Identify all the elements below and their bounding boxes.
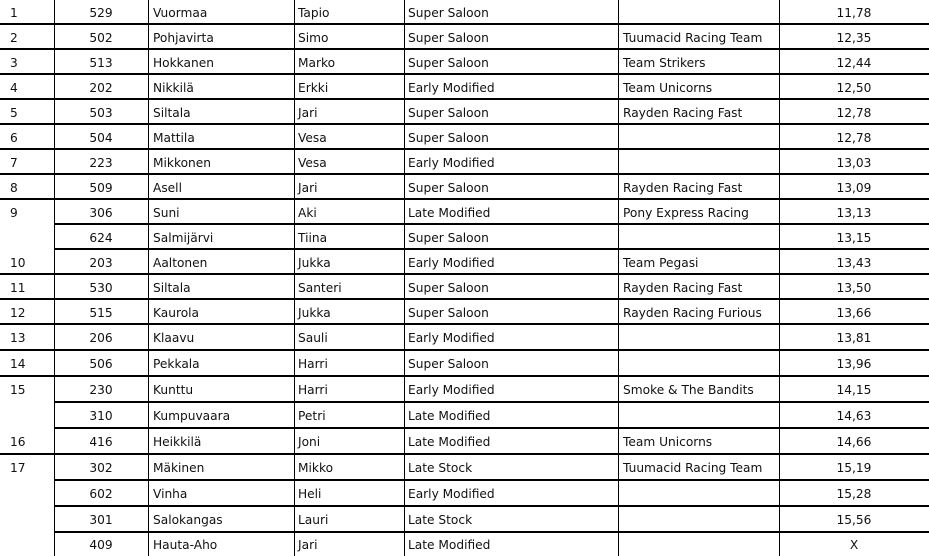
time-cell: 12,44 (836, 55, 872, 70)
first-name-cell: Sauli (298, 331, 328, 345)
team-cell: Team Pegasi (623, 255, 699, 270)
time-cell: 14,15 (836, 383, 872, 397)
position-cell (0, 225, 54, 250)
time-cell: 13,96 (836, 357, 872, 371)
class-cell: Late Modified (408, 205, 491, 220)
surname-cell: Mäkinen (153, 461, 205, 475)
table-row (0, 403, 929, 429)
table-row (0, 75, 929, 100)
first-name-cell: Marko (298, 55, 336, 70)
class-cell: Super Saloon (408, 280, 489, 295)
team-cell (618, 0, 779, 25)
first-name-cell: Petri (298, 409, 326, 423)
car-number-cell: 513 (89, 55, 113, 70)
table-row (0, 0, 929, 25)
class-cell: Early Modified (408, 331, 495, 345)
surname-cell: Nikkilä (153, 80, 194, 95)
position-cell: 14 (10, 357, 26, 371)
team-cell: Rayden Racing Fast (623, 105, 743, 120)
team-cell: Rayden Racing Fast (623, 280, 743, 295)
surname-cell: Hauta-Aho (153, 537, 218, 552)
car-number-cell: 515 (89, 305, 113, 320)
table-row (0, 351, 929, 377)
team-cell (618, 351, 779, 377)
time-cell: 13,66 (836, 305, 872, 320)
position-cell (0, 481, 54, 507)
time-cell: 13,09 (836, 180, 872, 195)
column-divider (294, 0, 295, 556)
class-cell: Late Modified (408, 409, 491, 423)
surname-cell: Salmijärvi (153, 230, 214, 245)
surname-cell: Vinha (153, 487, 188, 501)
first-name-cell: Simo (298, 30, 329, 45)
column-divider (618, 0, 619, 556)
position-cell (0, 507, 54, 533)
surname-cell: Asell (153, 180, 182, 195)
class-cell: Super Saloon (408, 130, 489, 145)
table-row (0, 377, 929, 403)
class-cell: Late Modified (408, 435, 491, 449)
table-row (0, 300, 929, 325)
table-row (0, 250, 929, 275)
time-cell: 11,78 (836, 5, 872, 20)
first-name-cell: Lauri (298, 513, 329, 527)
class-cell: Super Saloon (408, 357, 489, 371)
team-cell: Team Unicorns (623, 435, 713, 449)
table-row (0, 25, 929, 50)
table-row (0, 275, 929, 300)
position-cell: 10 (10, 255, 26, 270)
time-cell: 15,19 (836, 461, 872, 475)
position-cell (0, 403, 54, 429)
position-cell: 4 (10, 80, 18, 95)
position-cell: 12 (10, 305, 26, 320)
class-cell: Super Saloon (408, 5, 489, 20)
team-cell: Rayden Racing Fast (623, 180, 743, 195)
time-cell: 13,15 (836, 230, 872, 245)
position-cell (0, 533, 54, 556)
car-number-cell: 202 (89, 80, 113, 95)
first-name-cell: Jari (298, 180, 318, 195)
table-row (0, 429, 929, 455)
surname-cell: Salokangas (153, 513, 223, 527)
car-number-cell: 503 (89, 105, 113, 120)
first-name-cell: Jari (298, 105, 318, 120)
table-row (0, 225, 929, 250)
position-cell: 16 (10, 435, 26, 449)
position-cell: 11 (10, 280, 26, 295)
surname-cell: Mattila (153, 130, 195, 145)
team-cell (618, 507, 779, 533)
class-cell: Late Stock (408, 513, 473, 527)
car-number-cell: 529 (89, 5, 113, 20)
team-cell: Smoke & The Bandits (623, 383, 754, 397)
first-name-cell: Jukka (298, 255, 331, 270)
first-name-cell: Jukka (298, 305, 331, 320)
first-name-cell: Harri (298, 357, 328, 371)
time-cell: 13,13 (836, 205, 872, 220)
time-cell: 13,03 (836, 155, 872, 170)
class-cell: Super Saloon (408, 105, 489, 120)
position-cell: 6 (10, 130, 18, 145)
table-row (0, 50, 929, 75)
class-cell: Super Saloon (408, 180, 489, 195)
car-number-cell: 301 (89, 513, 113, 527)
position-cell: 1 (10, 5, 18, 20)
time-cell: X (849, 537, 859, 552)
column-divider (54, 0, 55, 556)
class-cell: Early Modified (408, 80, 495, 95)
time-cell: 12,78 (836, 105, 872, 120)
team-cell (618, 225, 779, 250)
class-cell: Super Saloon (408, 55, 489, 70)
class-cell: Super Saloon (408, 305, 489, 320)
first-name-cell: Tapio (298, 5, 330, 20)
car-number-cell: 206 (89, 331, 113, 345)
team-cell: Tuumacid Racing Team (623, 461, 763, 475)
first-name-cell: Vesa (298, 155, 327, 170)
car-number-cell: 509 (89, 180, 113, 195)
car-number-cell: 416 (89, 435, 113, 449)
column-divider (779, 0, 780, 556)
team-cell (618, 403, 779, 429)
first-name-cell: Harri (298, 383, 328, 397)
team-cell: Rayden Racing Furious (623, 305, 762, 320)
time-cell: 12,35 (836, 30, 872, 45)
table-row (0, 175, 929, 200)
table-row (0, 200, 929, 225)
surname-cell: Heikkilä (153, 435, 202, 449)
class-cell: Super Saloon (408, 30, 489, 45)
time-cell: 13,50 (836, 280, 872, 295)
position-cell: 5 (10, 105, 18, 120)
table-row (0, 100, 929, 125)
team-cell: Team Strikers (623, 55, 706, 70)
surname-cell: Siltala (153, 280, 191, 295)
first-name-cell: Erkki (298, 80, 329, 95)
class-cell: Super Saloon (408, 230, 489, 245)
time-cell: 12,50 (836, 80, 872, 95)
surname-cell: Aaltonen (153, 255, 208, 270)
table-row (0, 533, 929, 556)
team-cell (618, 125, 779, 150)
car-number-cell: 602 (89, 487, 113, 501)
team-cell: Pony Express Racing (623, 205, 749, 220)
surname-cell: Mikkonen (153, 155, 211, 170)
first-name-cell: Tiina (298, 230, 328, 245)
class-cell: Early Modified (408, 155, 495, 170)
position-cell: 3 (10, 55, 18, 70)
team-cell (618, 325, 779, 351)
time-cell: 12,78 (836, 130, 872, 145)
position-cell: 9 (10, 205, 18, 220)
class-cell: Late Stock (408, 461, 473, 475)
surname-cell: Vuormaa (153, 5, 208, 20)
first-name-cell: Heli (298, 487, 322, 501)
position-cell: 15 (10, 383, 26, 397)
car-number-cell: 310 (89, 409, 113, 423)
car-number-cell: 306 (89, 205, 113, 220)
table-row (0, 481, 929, 507)
team-cell: Tuumacid Racing Team (623, 30, 763, 45)
first-name-cell: Santeri (298, 280, 342, 295)
time-cell: 15,56 (836, 513, 872, 527)
first-name-cell: Joni (298, 435, 321, 449)
time-cell: 14,63 (836, 409, 872, 423)
column-divider (404, 0, 405, 556)
car-number-cell: 409 (89, 537, 113, 552)
position-cell: 17 (10, 461, 26, 475)
car-number-cell: 302 (89, 461, 113, 475)
team-cell (618, 150, 779, 175)
team-cell: Team Unicorns (623, 80, 713, 95)
table-row (0, 325, 929, 351)
surname-cell: Kumpuvaara (153, 409, 231, 423)
position-cell: 7 (10, 155, 18, 170)
car-number-cell: 624 (89, 230, 113, 245)
surname-cell: Suni (153, 205, 180, 220)
car-number-cell: 504 (89, 130, 113, 145)
first-name-cell: Mikko (298, 461, 334, 475)
time-cell: 13,81 (836, 331, 872, 345)
car-number-cell: 223 (89, 155, 113, 170)
surname-cell: Pekkala (153, 357, 200, 371)
time-cell: 13,43 (836, 255, 872, 270)
column-divider (148, 0, 149, 556)
surname-cell: Pohjavirta (153, 30, 214, 45)
car-number-cell: 530 (89, 280, 113, 295)
class-cell: Early Modified (408, 383, 495, 397)
team-cell (618, 533, 779, 556)
class-cell: Early Modified (408, 487, 495, 501)
table-row (0, 125, 929, 150)
first-name-cell: Jari (298, 537, 318, 552)
surname-cell: Kaurola (153, 305, 200, 320)
position-cell: 2 (10, 30, 18, 45)
table-row (0, 150, 929, 175)
surname-cell: Klaavu (153, 331, 195, 345)
team-cell (618, 481, 779, 507)
first-name-cell: Vesa (298, 130, 327, 145)
time-cell: 15,28 (836, 487, 872, 501)
car-number-cell: 203 (89, 255, 113, 270)
car-number-cell: 502 (89, 30, 113, 45)
surname-cell: Kunttu (153, 383, 194, 397)
class-cell: Early Modified (408, 255, 495, 270)
position-cell: 8 (10, 180, 18, 195)
position-cell: 13 (10, 331, 26, 345)
class-cell: Late Modified (408, 537, 491, 552)
car-number-cell: 506 (89, 357, 113, 371)
table-row (0, 507, 929, 533)
time-cell: 14,66 (836, 435, 872, 449)
table-row (0, 455, 929, 481)
surname-cell: Siltala (153, 105, 191, 120)
surname-cell: Hokkanen (153, 55, 214, 70)
car-number-cell: 230 (89, 383, 113, 397)
first-name-cell: Aki (298, 205, 317, 220)
